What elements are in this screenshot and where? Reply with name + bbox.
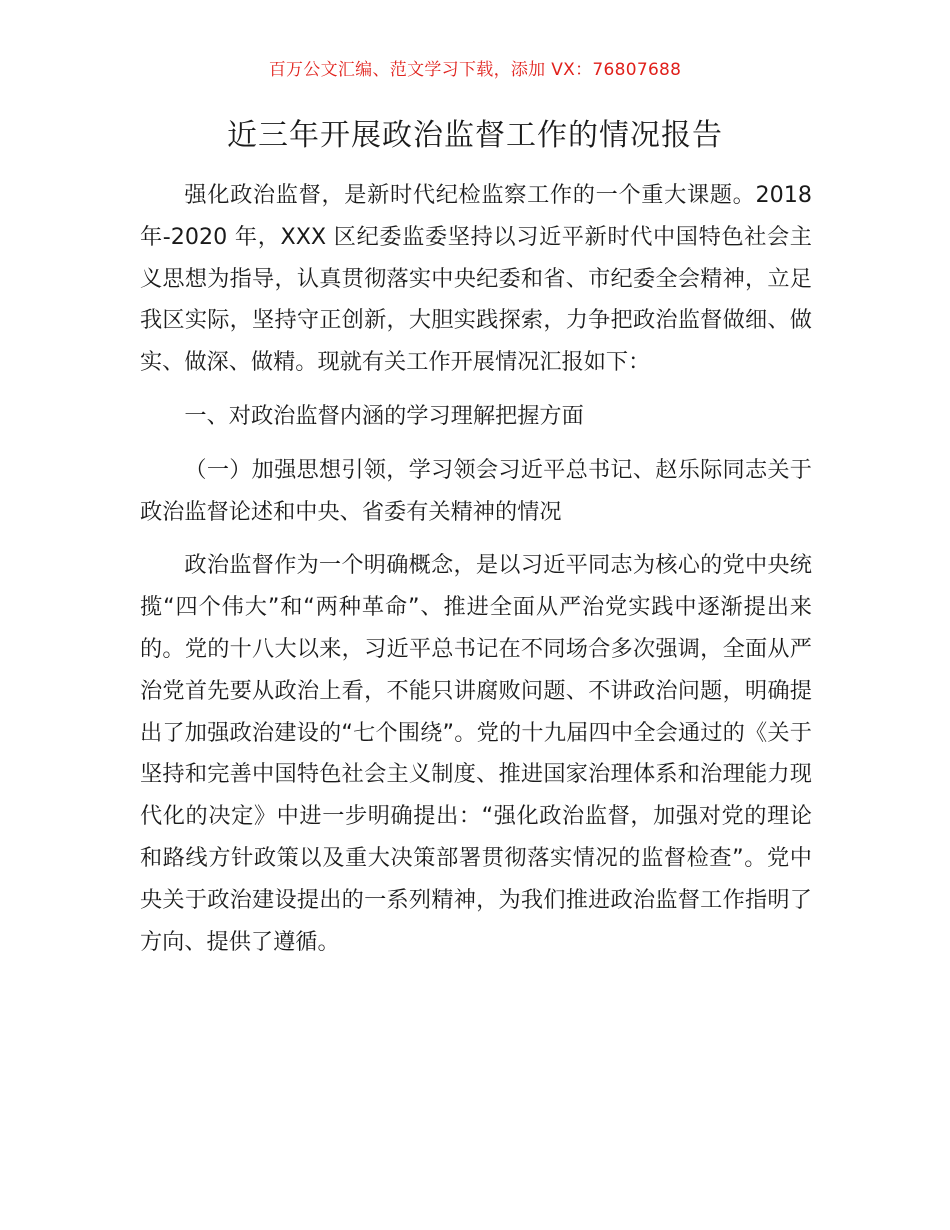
watermark-banner: 百万公文汇编、范文学习下载，添加 VX：76807688 [268,60,682,80]
document-title: 近三年开展政治监督工作的情况报告 [227,118,723,153]
body-paragraph: 政治监督作为一个明确概念，是以习近平同志为核心的党中央统揽“四个伟大”和“两种革命”、推进全面从严治党实践中逐渐提出来的。党的十八大以来，习近平总书记在不同场合多次强调，全面从严治党首先要从政治上看，不能只讲腐败问题、不讲政治问题，明确提出了加强政治建设的“七个围绕”。党的十九届四中全会通过的《关于坚持和完善中国特色社会主义制度、推进国家治理体系和治理能力现代化的决定》中进一步明确提出：“强化政治监督，加强对党的理论和路线方针政策以及重大决策部署贯彻落实情况的监督检查”。党中央关于政治建设提出的一系列精神，为我们推进政治监督工作指明了方向、提供了遵循。 [140,552,812,955]
subsection-heading: （一）加强思想引领，学习领会习近平总书记、赵乐际同志关于政治监督论述和中央、省委有关精神的情况 [140,456,812,525]
document-body [140,175,812,963]
section-heading: 一、对政治监督内涵的学习理解把握方面 [184,402,584,429]
intro-paragraph: 强化政治监督，是新时代纪检监察工作的一个重大课题。2018 年-2020 年，XXX 区纪委监委坚持以习近平新时代中国特色社会主义思想为指导，认真贯彻落实中央纪委和省、市纪委全会精神，立足我区实际，坚持守正创新，大胆实践探索，力争把政治监督做细、做实、做深、做精。现就有关工作开展情况汇报如下： [140,182,812,376]
